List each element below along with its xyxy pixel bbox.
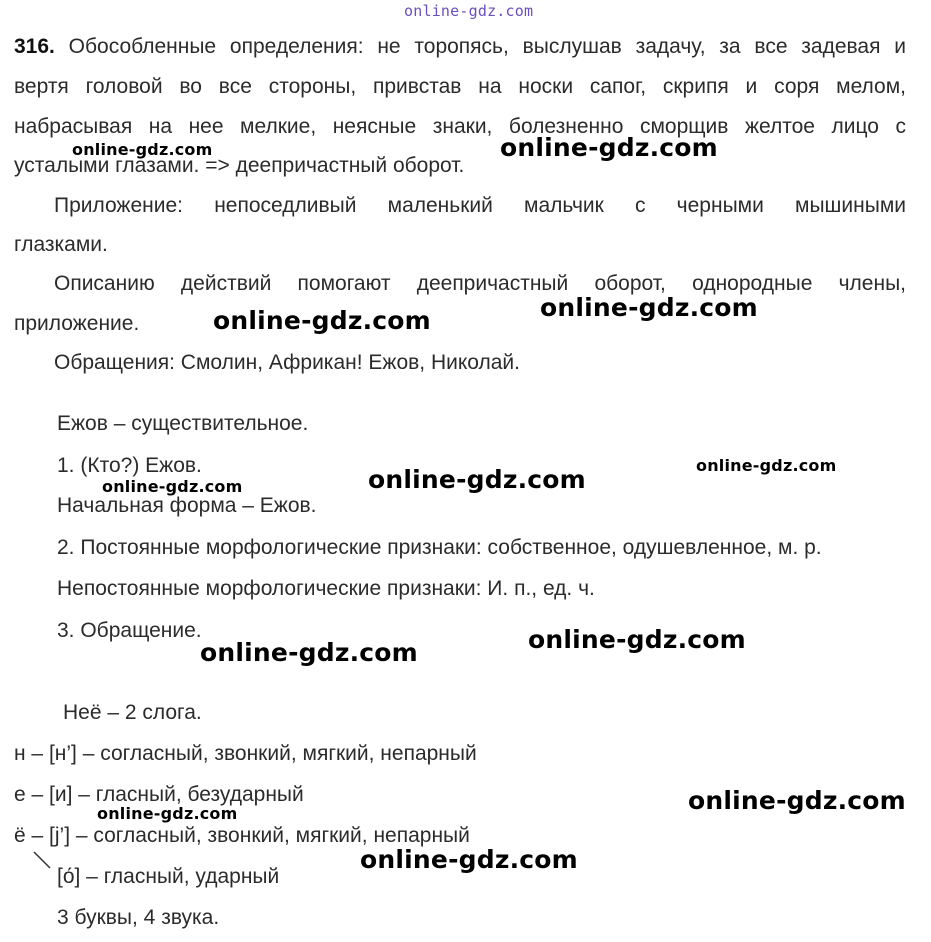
- task-number: 316.: [14, 35, 55, 58]
- paragraph-1-line-4: усталыми глазами. => деепричастный оборот.: [14, 154, 465, 177]
- morph-line-1: 1. (Кто?) Ежов.: [57, 454, 202, 477]
- watermark: online-gdz.com: [540, 293, 758, 322]
- paragraph-3-line-1: Описанию действий помогают деепричастный оборот, однородные члены,: [54, 272, 906, 295]
- phon-line-3: ё – [j’] – согласный, звонкий, мягкий, непарный: [14, 824, 470, 847]
- watermark: online-gdz.com: [200, 638, 418, 667]
- phon-line-1: н – [н’] – согласный, звонкий, мягкий, непарный: [14, 742, 477, 765]
- phon-line-4: [о́] – гласный, ударный: [57, 865, 280, 888]
- watermark: online-gdz.com: [360, 845, 578, 874]
- paragraph-1-line-3: набрасывая на нее мелкие, неясные знаки, болезненно сморщив желтое лицо с: [14, 115, 906, 138]
- paragraph-3-line-2: приложение.: [14, 312, 140, 335]
- paragraph-1-line-2: вертя головой во все стороны, привстав на носки сапог, скрипя и соря мелом,: [14, 75, 906, 98]
- paragraph-1-text-1: Обособленные определения: не торопясь, выслушав задачу, за все задевая и: [68, 35, 906, 58]
- watermark: online-gdz.com: [688, 786, 906, 815]
- paragraph-2-line-1: Приложение: непоседливый маленький мальчик с черными мышиными: [54, 194, 906, 217]
- paragraph-1-line-1: [14, 34, 906, 60]
- morph-line-5: 3. Обращение.: [57, 619, 202, 642]
- phon-line-5: 3 буквы, 4 звука.: [57, 906, 220, 929]
- watermark: online-gdz.com: [368, 465, 586, 494]
- watermark: online-gdz.com: [696, 456, 837, 475]
- watermark: online-gdz.com: [72, 140, 213, 159]
- watermark-top: online-gdz.com: [404, 2, 534, 20]
- split-sound-tie-icon: [32, 850, 54, 872]
- watermark: online-gdz.com: [102, 477, 243, 496]
- morph-heading: Ежов – существительное.: [57, 412, 309, 435]
- morph-line-4: Непостоянные морфологические признаки: И. п., ед. ч.: [57, 577, 595, 600]
- watermark: online-gdz.com: [97, 804, 238, 823]
- paragraph-4: Обращения: Смолин, Африкан! Ежов, Николай.: [54, 351, 520, 374]
- watermark: online-gdz.com: [500, 133, 718, 162]
- morph-line-2: Начальная форма – Ежов.: [57, 494, 317, 517]
- phon-line-2: е – [и] – гласный, безударный: [14, 783, 304, 806]
- watermark: online-gdz.com: [528, 625, 746, 654]
- watermark: online-gdz.com: [213, 306, 431, 335]
- phon-heading: Неё – 2 слога.: [63, 701, 202, 724]
- morph-line-3: 2. Постоянные морфологические признаки: собственное, одушевленное, м. р.: [57, 536, 822, 559]
- paragraph-2-line-2: глазками.: [14, 233, 108, 256]
